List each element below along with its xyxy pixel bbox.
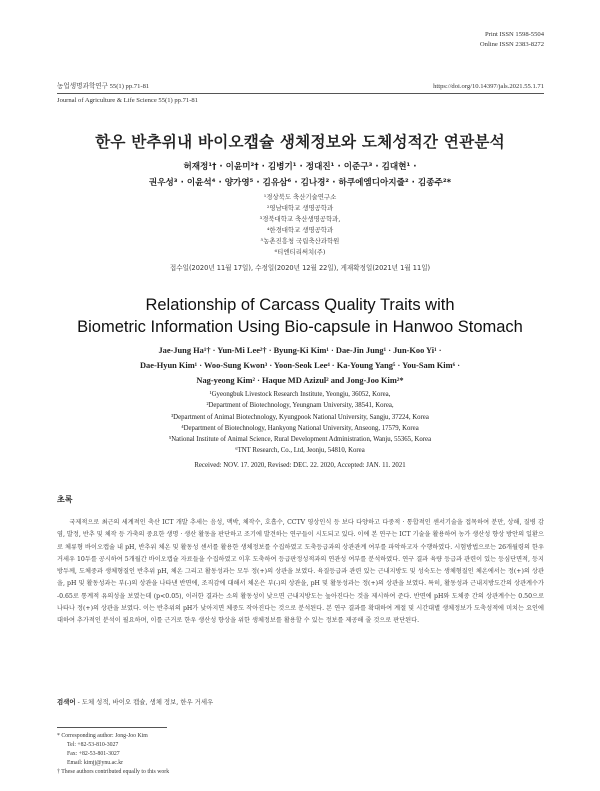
korean-authors-line1: 허재정¹† · 이윤미²† · 김병기¹ · 정대진¹ · 이준구³ · 김대현¹ ·: [183, 162, 417, 172]
korean-affiliation-3: ³경북대학교 축산생명공학과,: [259, 215, 341, 223]
english-affiliation-4: ⁴Department of Biotechnology, Hankyong National University, Anseong, 17579, Korea: [181, 425, 419, 432]
korean-affiliation-2: ²영남대학교 생명공학과: [266, 204, 334, 212]
journal-citation: [57, 82, 149, 92]
corresponding-author: * Corresponding author: Jong-Joo Kim: [57, 733, 148, 739]
korean-authors-line2: 권우성³ · 이윤석⁴ · 양가영⁵ · 김유삼⁶ · 김나경² · 하쿠에엠디아지줄² · 김종주²*: [148, 178, 452, 188]
english-affiliation-6: ⁶TNT Research, Co., Ltd, Jeonju, 54810, Korea: [235, 447, 365, 454]
journal-korean: 농업생명과학연구 55(1) pp.71-81: [57, 83, 150, 90]
keywords-list: - 도체 성적, 바이오 캡슐, 생체 정보, 한우 거세우: [77, 698, 214, 706]
english-title-line1: Relationship of Carcass Quality Traits with: [145, 296, 455, 314]
korean-affiliation-6: ⁶티엔티리써치(주): [274, 248, 326, 256]
korean-title: 한우 반추위내 바이오캡슐 생체정보와 도체성적간 연관분석: [95, 133, 505, 151]
footnote-rule: [57, 727, 167, 728]
korean-dates: 접수일(2020년 11월 17일), 수정일(2020년 12월 22일), 게재확정일(2021년 1월 11일): [169, 264, 431, 272]
author-email[interactable]: Email: kimjj@ynu.ac.kr: [67, 759, 124, 766]
author-fax: Fax: +82-53-801-3027: [67, 750, 120, 757]
korean-affiliation-1: ¹경상북도 축산기술연구소: [263, 193, 337, 201]
keywords-label: 검색어: [57, 698, 76, 706]
english-affiliation-1: ¹Gyeongbuk Livestock Research Institute, Yeongju, 36052, Korea,: [209, 391, 391, 398]
journal-english: Journal of Agriculture & Life Science 55(1) pp.71-81: [57, 97, 198, 104]
abstract-body: 국제적으로 최근의 세계적인 축산 ICT 개발 추세는 음성, 맥박, 체작수, 호흡수, CCTV 영상인식 등 보다 다양하고 다중적 · 통합적인 센서기술을 접목하여 분만, 상해, 질병 감염, 발정, 반추 및 체작 등 가축의 중요한 생명 · 생산 활동을 판단하고 조기에 발견하는 연구들이 시도되고 있다. 이에 본 연구는 ICT 기술을 활용하여 농가 생산성 향상 방안의 일환으로 체류형 바이오캡슐 내 pH, 반추위 체온 및 활동성 센서를 활용한 생체정보를 수집하였고 도축등급과의 상관관계 여부를 파악하고자 수행하였다. 시험방법으로는 26개월령의 한우 거세우 10두를 공시하여 5개월간 바이오캡슐 자료들을 수집하였고 이후 도축하여 등급판정성적과의 연관성 여부를 분석하였다. 연구 결과 육량 등급과 관련이 있는 등심단면적, 등지방두께, 도체중과 생체형질인 반추위 pH, 체온 그리고 활동성과는 모두 정(+)의 상관을 보였다. 육질등급과 관련 있는 근내지방도 및 성숙도는 생체형질인 체온에서는 정(+)의 상관을, pH 및 활동성과는 부(-)의 상관을 나타낸 반면에, 조직감에 대해서 체온은 부(-)의 상관을, pH 및 활동성과는 정(+)의 상관을 보였다. 특히, 활동성과 근내지방도간의 상관계수가 -0.65로 통계적 유의성을 보였는데 (p<0.05), 이러한 결과는 소의 활동성이 낮으면 근내지방도는 높아진다는 것을 제시하여 준다. 반면에 pH와 도체중 간의 상관계수는 0.50으로 나타나 정(+)의 상관을 보였다. 이는 반추위의 pH가 낮아지면 체중도 작아진다는 것으로 분석된다. 본 연구 결과를 확대하여 계절 및 시간대별 생체정보가 도축성적에 미치는 요인에 대하여 추가적인 분석이 필요하며, 이를 근거로 한우 생산성 향상을 위한 생체정보를 활용할 수 있는 정보를 제공해 줄 것으로 판단된다.: [57, 519, 544, 625]
abstract-heading: 초록: [57, 495, 73, 504]
online-issn: Online ISSN 2383-8272: [479, 41, 544, 48]
english-affiliation-3: ³Department of Animal Biotechnology, Kyungpook National University, Sangju, 37224, Korea: [171, 414, 429, 421]
english-authors-line2: Dae-Hyun Kim¹ · Woo-Sung Kwon³ · Yoon-Seok Lee⁴ · Ka-Young Yang⁵ · You-Sam Kim⁶ ·: [140, 361, 460, 370]
doi-link[interactable]: https://doi.org/10.14397/jals.2021.55.1.71: [433, 83, 544, 90]
keywords: [57, 697, 213, 706]
header-rule: [57, 93, 544, 94]
english-affiliation-2: ²Department of Biotechnology, Yeungnam University, 38541, Korea,: [206, 402, 394, 409]
issn-block: [480, 30, 544, 50]
english-affiliation-5: ⁵National Institute of Animal Science, Rural Development Administration, Wanju, 55365, Korea: [168, 436, 432, 443]
english-authors-line1: Jae-Jung Ha¹† · Yun-Mi Lee²† · Byung-Ki Kim¹ · Dae-Jin Jung¹ · Jun-Koo Yi¹ ·: [158, 346, 442, 355]
english-title-line2: Biometric Information Using Bio-capsule in Hanwoo Stomach: [77, 318, 523, 336]
korean-affiliation-4: ⁴한경대학교 생명공학과: [266, 226, 334, 234]
footnote: [57, 732, 169, 777]
print-issn: Print ISSN 1598-5504: [485, 31, 544, 38]
author-tel: Tel: +82-53-810-3027: [67, 741, 119, 748]
korean-affiliation-5: ⁵농촌진흥청 국립축산과학원: [260, 237, 340, 245]
english-dates: Received: NOV. 17. 2020, Revised: DEC. 22. 2020, Accepted: JAN. 11. 2021: [194, 462, 406, 469]
equal-contribution-note: † These authors contributed equally to this work: [57, 768, 170, 775]
english-authors-line3: Nag-yeong Kim² · Haque MD Azizul² and Jong-Joo Kim²*: [196, 376, 404, 385]
